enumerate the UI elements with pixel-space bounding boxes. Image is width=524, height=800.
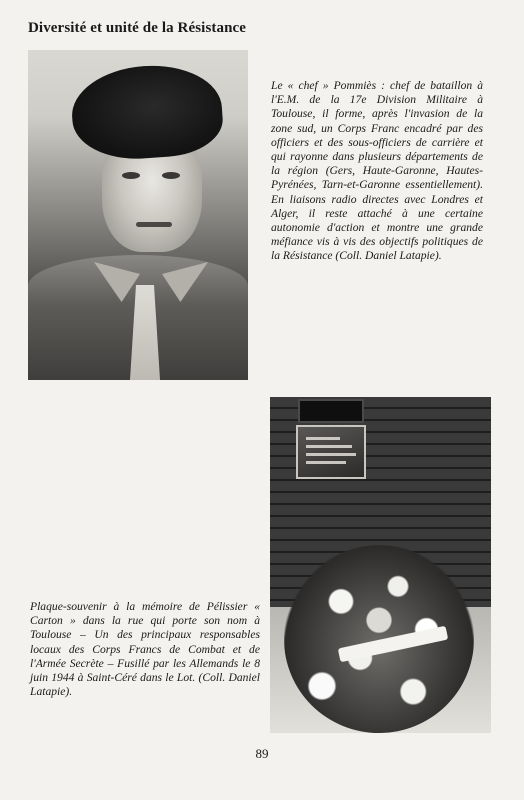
memorial-window (298, 399, 364, 423)
portrait-eye-right (162, 172, 180, 179)
memorial-plaque-photo (270, 397, 491, 733)
portrait-mouth (136, 222, 172, 227)
portrait-caption: Le « chef » Pommiès : chef de bataillon à l'E.M. de la 17e Division Militaire à Toulouse, il forme, après l'invasion de la zone sud, un Corps Franc encadré par des officiers et des sous-officiers de carrière et qui rayonne dans plusieurs départements de la région (Gers, Haute-Garonne, Hautes-Pyrénées, Tarn-et-Garonne essentiellement). En liaisons radio directes avec Londres et Alger, il reste attaché à une certaine autonomie d'action et montre une grande méfiance vis à vis des objectifs politiques de la Résistance (Coll. Daniel Latapie). (271, 79, 483, 263)
plaque-line (306, 445, 352, 448)
plaque-line (306, 461, 346, 464)
memorial-caption: Plaque-souvenir à la mémoire de Pélissier « Carton » dans la rue qui porte son nom à Toulouse – Un des principaux responsables locaux des Corps Francs de Combat et de l'Armée Secrète – Fusillé par les Allemands le 8 juin 1944 à Saint-Céré dans le Lot. (Coll. Daniel Latapie). (30, 600, 260, 699)
memorial-plaque (296, 425, 366, 479)
plaque-line (306, 453, 356, 456)
portrait-eye-left (122, 172, 140, 179)
page-number: 89 (255, 746, 269, 761)
portrait-beret (69, 61, 225, 163)
running-header: Diversité et unité de la Résistance (28, 20, 247, 36)
portrait-photo (28, 50, 248, 380)
plaque-line (306, 437, 340, 440)
